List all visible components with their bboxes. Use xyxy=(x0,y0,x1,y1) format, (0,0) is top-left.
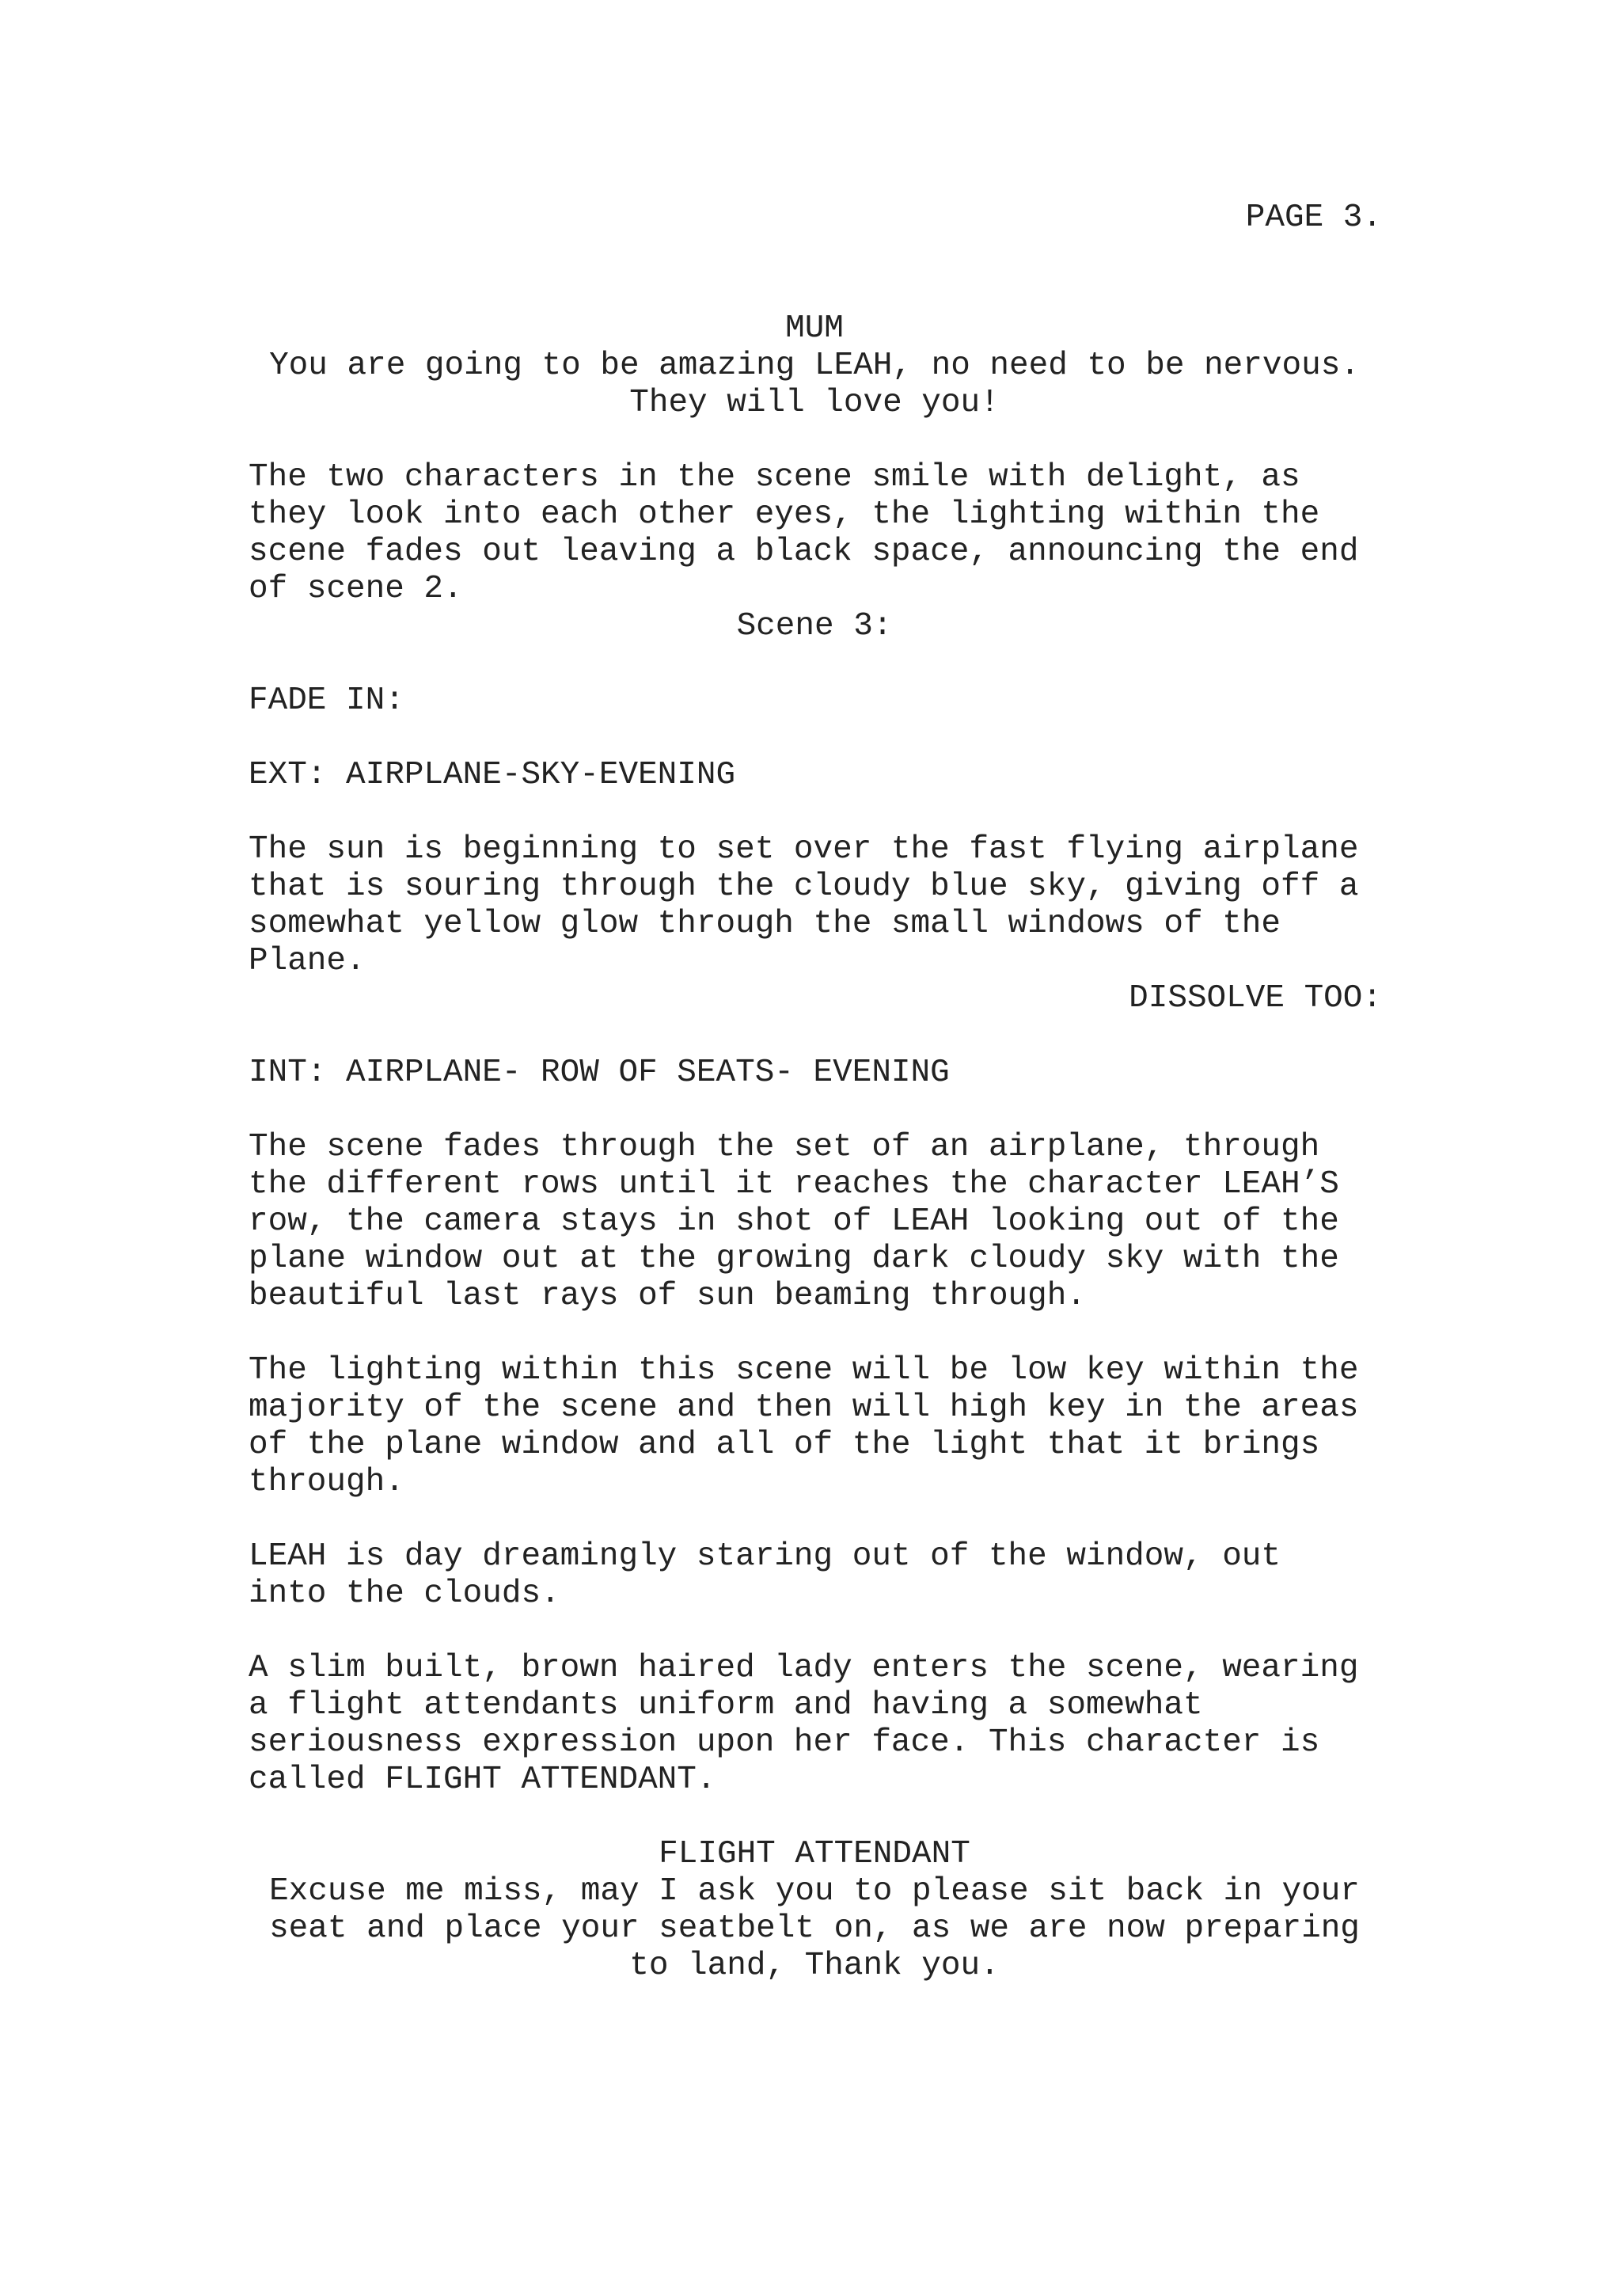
action-line: they look into each other eyes, the lighting within the xyxy=(249,496,1320,533)
page-number: PAGE 3. xyxy=(1245,200,1382,236)
action-line: scene fades out leaving a black space, announcing the end xyxy=(249,534,1359,570)
action-line: The sun is beginning to set over the fast flying airplane xyxy=(249,831,1359,868)
slugline-ext: EXT: AIRPLANE-SKY-EVENING xyxy=(249,757,736,793)
character-name-flight-attendant: FLIGHT ATTENDANT xyxy=(659,1836,970,1872)
action-line: The two characters in the scene smile with delight, as xyxy=(249,459,1300,496)
action-line: into the clouds. xyxy=(249,1576,560,1612)
character-name-mum: MUM xyxy=(785,310,844,347)
action-line: somewhat yellow glow through the small windows of the xyxy=(249,906,1281,942)
transition-fade-in: FADE IN: xyxy=(249,682,404,719)
action-line: beautiful last rays of sun beaming through. xyxy=(249,1278,1086,1314)
action-line: The scene fades through the set of an airplane, through xyxy=(249,1129,1320,1165)
dialogue-line: They will love you! xyxy=(629,385,1000,421)
dialogue-line: seat and place your seatbelt on, as we are now preparing xyxy=(269,1910,1360,1947)
action-line: Plane. xyxy=(249,943,366,979)
action-line: of the plane window and all of the light that it brings xyxy=(249,1427,1320,1463)
action-line: A slim built, brown haired lady enters the scene, wearing xyxy=(249,1650,1359,1686)
action-line: plane window out at the growing dark cloudy sky with the xyxy=(249,1241,1339,1277)
action-line: The lighting within this scene will be low key within the xyxy=(249,1352,1359,1389)
action-line: a flight attendants uniform and having a somewhat xyxy=(249,1687,1203,1724)
scene-heading: Scene 3: xyxy=(736,608,893,644)
action-line: that is souring through the cloudy blue sky, giving off a xyxy=(249,869,1359,905)
action-line: through. xyxy=(249,1464,404,1500)
action-line: row, the camera stays in shot of LEAH looking out of the xyxy=(249,1203,1339,1240)
action-line: LEAH is day dreamingly staring out of the window, out xyxy=(249,1538,1281,1575)
slugline-int: INT: AIRPLANE- ROW OF SEATS- EVENING xyxy=(249,1055,950,1091)
dialogue-line: You are going to be amazing LEAH, no need to be nervous. xyxy=(269,348,1360,384)
action-line: seriousness expression upon her face. This character is xyxy=(249,1724,1320,1761)
transition-dissolve: DISSOLVE TOO: xyxy=(1129,980,1382,1017)
action-line: the different rows until it reaches the character LEAH’S xyxy=(249,1166,1339,1203)
dialogue-line: Excuse me miss, may I ask you to please sit back in your xyxy=(269,1873,1360,1910)
action-line: called FLIGHT ATTENDANT. xyxy=(249,1762,716,1798)
action-line: majority of the scene and then will high key in the areas xyxy=(249,1389,1359,1426)
action-line: of scene 2. xyxy=(249,571,463,607)
dialogue-line: to land, Thank you. xyxy=(629,1948,1000,1984)
